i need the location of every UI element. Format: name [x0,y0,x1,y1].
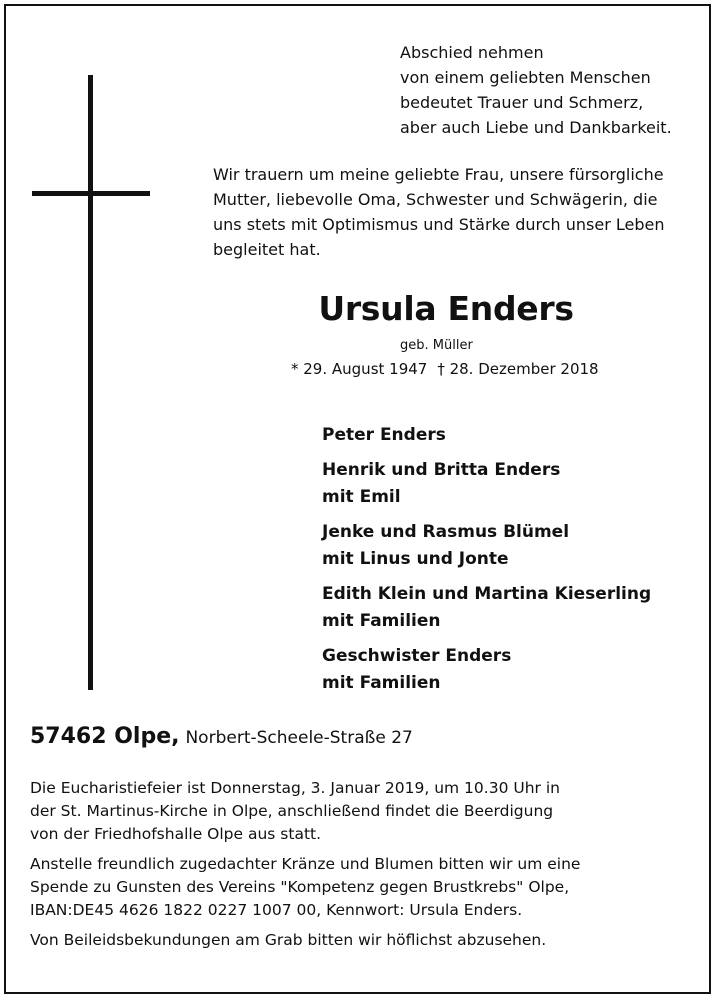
family-member: mit Emil [322,487,401,507]
info-line: von der Friedhofshalle Olpe aus statt. [30,825,322,843]
family-member: mit Linus und Jonte [322,549,509,569]
family-group [322,422,651,449]
deceased-name: Ursula Enders [318,289,574,328]
mourning-intro [213,162,664,262]
quote-line: aber auch Liebe und Dankbarkeit. [400,118,672,137]
info-line: IBAN:DE45 4626 1822 0227 1007 00, Kennwort: Ursula Enders. [30,901,523,919]
quote-line: von einem geliebten Menschen [400,68,651,87]
funeral-info [30,770,580,959]
address-street: Norbert-Scheele-Straße 27 [185,728,413,748]
family-group [322,581,651,635]
intro-line: begleitet hat. [213,240,321,259]
address-city: 57462 Olpe, [30,724,180,749]
info-line: Die Eucharistiefeier ist Donnerstag, 3. Januar 2019, um 10.30 Uhr in [30,779,560,797]
family-group [322,457,651,511]
mourning-address [30,722,413,753]
family-list [322,422,651,705]
family-member: Henrik und Britta Enders [322,460,561,480]
intro-line: Wir trauern um meine geliebte Frau, unsere fürsorgliche [213,165,664,184]
family-member: Peter Enders [322,425,446,445]
family-group [322,519,651,573]
info-line: Spende zu Gunsten des Vereins "Kompetenz gegen Brustkrebs" Olpe, [30,878,570,896]
quote-line: Abschied nehmen [400,43,544,62]
family-member: Geschwister Enders [322,646,512,666]
quote-line: bedeutet Trauer und Schmerz, [400,93,644,112]
intro-line: Mutter, liebevolle Oma, Schwester und Schwägerin, die [213,190,658,209]
info-line: der St. Martinus-Kirche in Olpe, anschließend findet die Beerdigung [30,802,554,820]
info-line: Anstelle freundlich zugedachter Kränze und Blumen bitten wir um eine [30,855,581,873]
info-line: Von Beileidsbekundungen am Grab bitten wir höflichst abzusehen. [30,931,547,949]
intro-line: uns stets mit Optimismus und Stärke durch unser Leben [213,215,665,234]
farewell-quote [400,40,672,140]
family-member: Jenke und Rasmus Blümel [322,522,570,542]
family-group [322,643,651,697]
family-member: mit Familien [322,673,441,693]
cross-horizontal-bar [32,191,150,196]
family-member: mit Familien [322,611,441,631]
family-member: Edith Klein und Martina Kieserling [322,584,652,604]
death-date: † 28. Dezember 2018 [437,360,599,378]
birth-date: * 29. August 1947 [291,360,428,378]
life-dates [291,358,599,380]
birth-name: geb. Müller [400,338,473,353]
cross-vertical-bar [88,75,93,690]
